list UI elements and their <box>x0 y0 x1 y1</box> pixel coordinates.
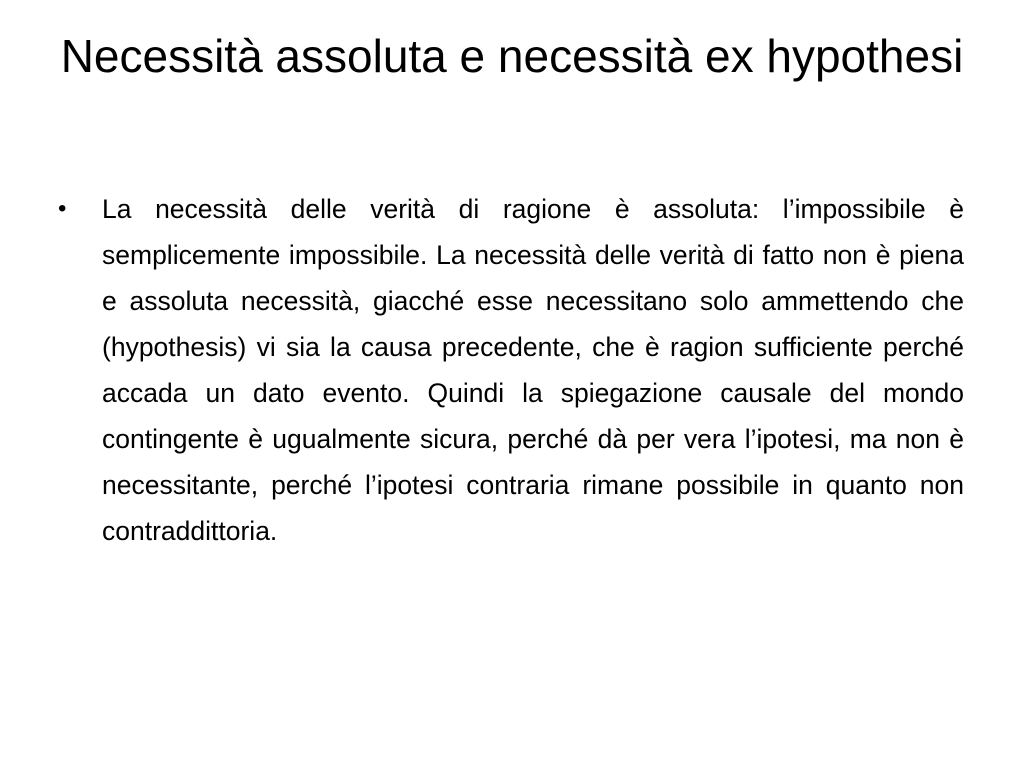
bullet-icon: • <box>58 195 67 222</box>
slide-title: Necessità assoluta e necessità ex hypothesi <box>60 30 964 82</box>
bullet-text: La necessità delle verità di ragione è assoluta: l’impossibile è semplicemente impossibile. La necessità delle verità di fatto non è piena e assoluta necessità, giacché esse necessitano solo ammettendo che (hypothesis) vi sia la causa precedente, che è ragion sufficiente perché accada un dato evento. Quindi la spiegazione causale del mondo contingente è ugualmente sicura, perché dà per vera l’ipotesi, ma non è necessitante, perché l’ipotesi contraria rimane possibile in quanto non contraddittoria. <box>102 194 964 546</box>
bullet-list <box>58 186 964 554</box>
list-item <box>58 186 964 554</box>
